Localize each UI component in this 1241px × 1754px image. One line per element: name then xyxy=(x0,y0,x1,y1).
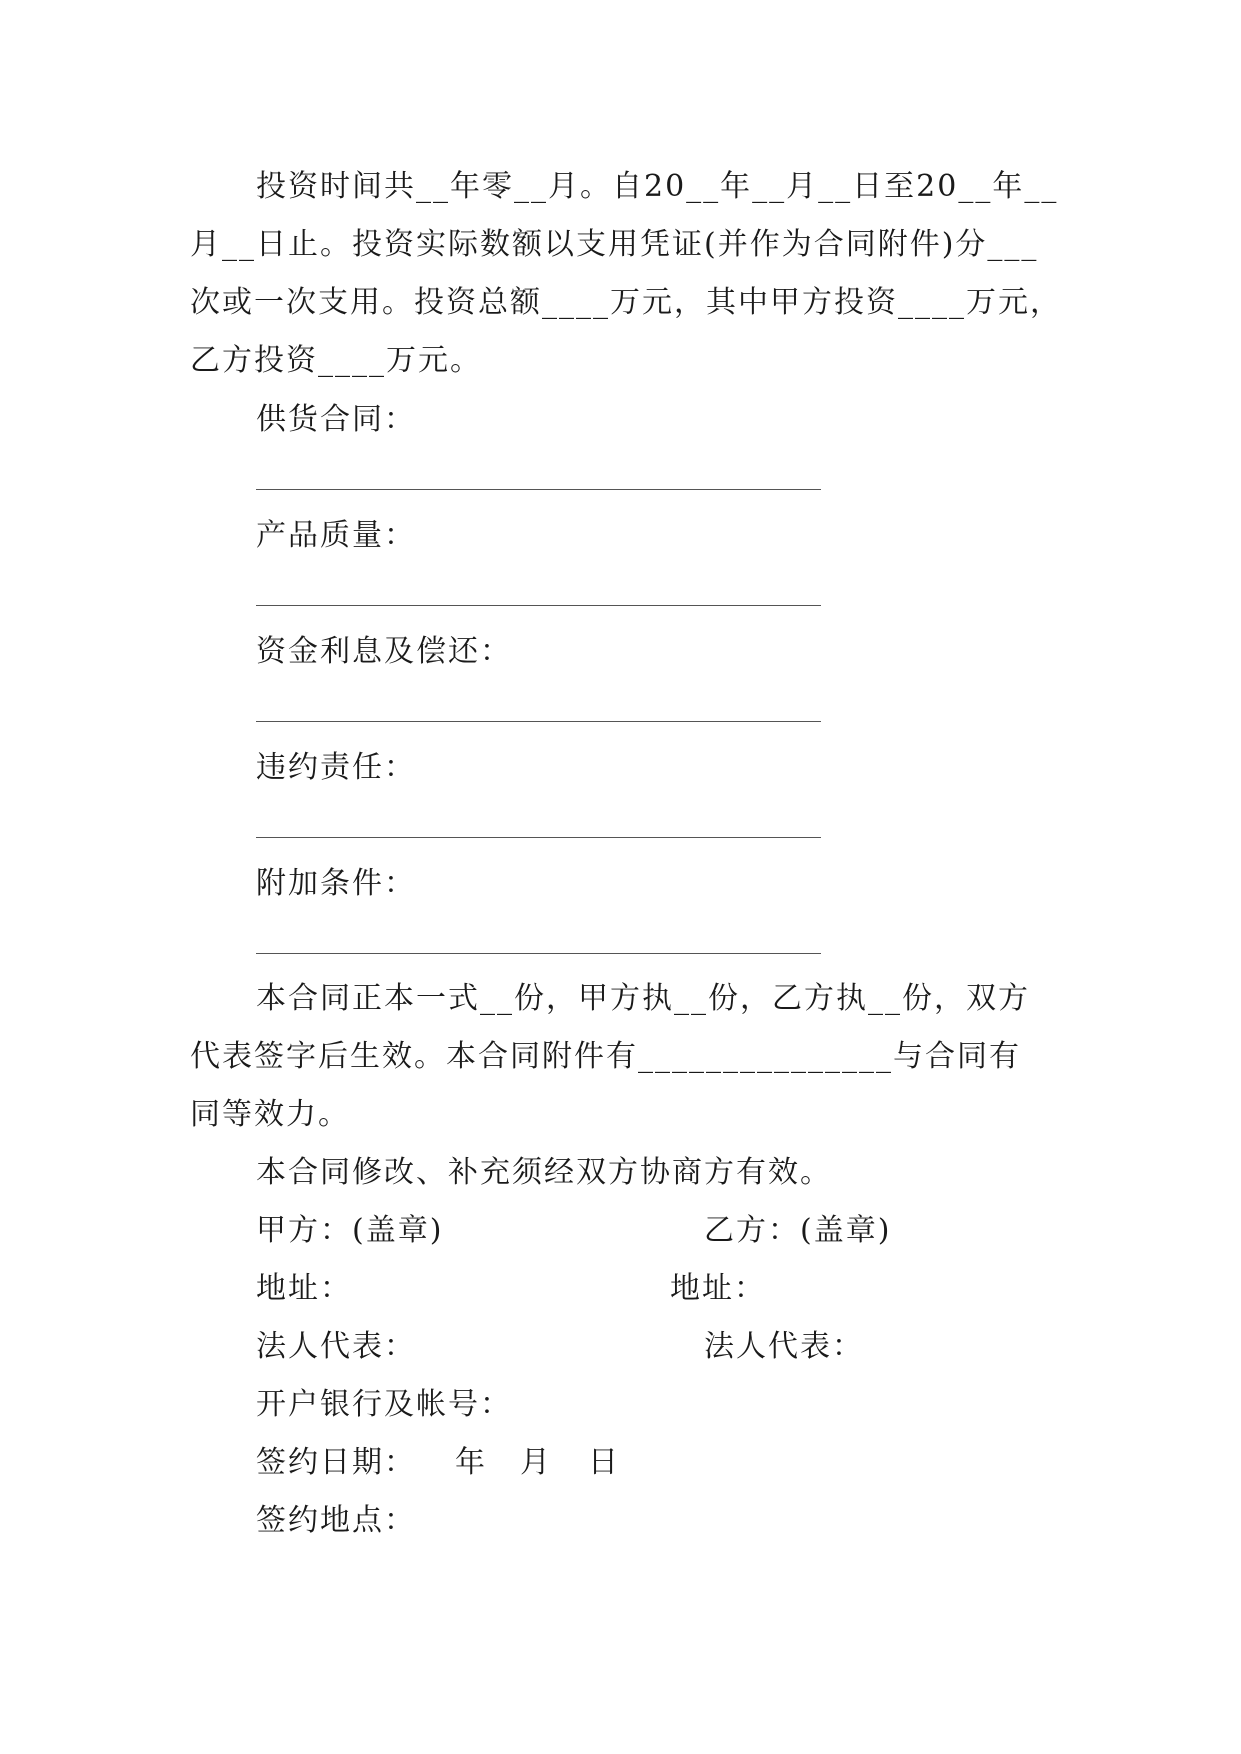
party-a-address: 地址： xyxy=(256,1271,352,1306)
section-breach-liability: 违约责任： xyxy=(256,750,416,785)
signing-date-day: 日 xyxy=(588,1445,620,1480)
party-a-legal-rep: 法人代表： xyxy=(256,1329,416,1364)
blank-line-interest xyxy=(256,721,821,722)
party-a-seal: 甲方：(盖章) xyxy=(256,1213,444,1248)
signing-date-label: 签约日期： xyxy=(256,1445,416,1480)
para3: 本合同修改、补充须经双方协商方有效。 xyxy=(256,1155,832,1190)
section-interest-repayment: 资金利息及偿还： xyxy=(256,634,512,669)
party-b-address: 地址： xyxy=(670,1271,766,1306)
section-product-quality: 产品质量： xyxy=(256,518,416,553)
blank-line-conditions xyxy=(256,953,821,954)
party-b-seal: 乙方：(盖章) xyxy=(704,1213,892,1248)
party-b-legal-rep: 法人代表： xyxy=(704,1329,864,1364)
signing-date-month: 月 xyxy=(520,1445,552,1480)
para2-line1: 本合同正本一式__份，甲方执__份，乙方执__份，双方 xyxy=(256,981,1030,1016)
signing-place: 签约地点： xyxy=(256,1503,416,1538)
para1-line1: 投资时间共__年零__月。自20__年__月__日至20__年__ xyxy=(256,169,1059,204)
para1-line4: 乙方投资____万元。 xyxy=(190,343,482,378)
bank-account: 开户银行及帐号： xyxy=(256,1387,512,1422)
para1-line2: 月__日止。投资实际数额以支用凭证(并作为合同附件)分___ xyxy=(190,227,1039,262)
signing-date-year: 年 xyxy=(455,1445,487,1480)
blank-line-supply xyxy=(256,489,821,490)
section-additional-conditions: 附加条件： xyxy=(256,866,416,901)
blank-line-quality xyxy=(256,605,821,606)
section-supply-contract: 供货合同： xyxy=(256,402,416,437)
blank-line-breach xyxy=(256,837,821,838)
para2-line2: 代表签字后生效。本合同附件有_______________与合同有 xyxy=(190,1039,1021,1074)
para1-line3: 次或一次支用。投资总额____万元，其中甲方投资____万元， xyxy=(190,285,1062,320)
para2-line3: 同等效力。 xyxy=(190,1097,350,1132)
